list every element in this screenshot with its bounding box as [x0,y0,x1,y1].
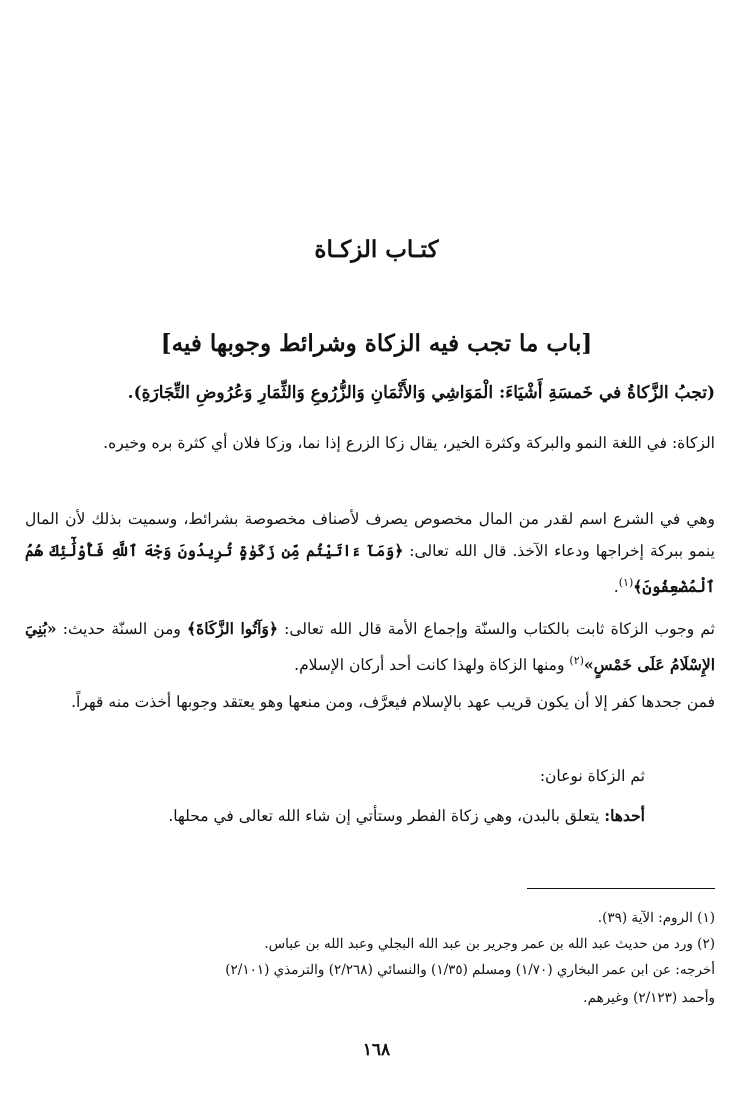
paragraph-text: ثم وجوب الزكاة ثابت بالكتاب والسنّة وإجماع الأمة قال الله تعالى: [284,620,715,638]
footnote-2-sources-cont: وأحمد (٢/١٢٣) وغيرهم. [583,990,715,1006]
paragraph-text: ومن السنّة حديث: [62,620,181,638]
paragraph-sharia-definition: وهي في الشرع اسم لقدر من المال مخصوص يصرف لأصناف مخصوصة بشرائط، وسميت بذلك لأن المال ينمو ببركة إخراجها ودعاء الآخذ. قال الله تعالى: ﴿وَمَآ ءَاتَيْتُم مِّن زَكَوٰةٍ تُرِيدُونَ وَجْهَ ٱللَّهِ فَأُوْلَٰٓئِكَ هُمُ ٱلْمُضْعِفُونَ﴾$^{(١)}$. [25,510,715,597]
footnote-2: (٢) ورد من حديث عبد الله بن عمر وجرير بن عبد الله البجلي وعبد الله بن عباس. [264,936,715,952]
paragraph-lead: أحدها: [604,806,645,825]
footnote-ref: (٢) [569,654,584,667]
quran-verse: ﴿وَآتُوا الزَّكَاةَ﴾ [187,619,278,638]
matn-text: (تجبُ الزَّكاةُ في خَمسَةِ أَشْيَاءَ: الْمَوَاشِي وَالأَثْمَانِ وَالزُّرُوعِ وَالثِّمَارِ وَعُرُوضِ التِّجَارَةِ). [127,383,715,403]
paragraph-types: ثم الزكاة نوعان: [539,767,645,785]
paragraph-text: يتعلق بالبدن، وهي زكاة الفطر وستأتي إن شاء الله تعالى في محلها. [168,807,600,825]
page-number: ١٦٨ [362,1040,391,1060]
footnote-ref: (١) [618,576,634,589]
footnote-2-sources: أخرجه: عن ابن عمر البخاري (١/٧٠) ومسلم (١/٣٥) والنسائي (٢/٢٦٨) والترمذي (٢/١٠١) [225,962,715,978]
hadith-quote: «بُنِيَ الإِسْلَامُ عَلَى خَمْسٍ» [25,619,715,675]
paragraph-text: ومنها الزكاة ولهذا كانت أحد أركان الإسلام. [294,656,565,675]
paragraph-obligation [25,613,715,681]
paragraph-text: وهي في الشرع اسم لقدر من المال مخصوص يصرف لأصناف مخصوصة بشرائط، وسميت بذلك لأن المال ينمو ببركة إخراجها ودعاء الآخذ. قال الله تعالى: [25,510,715,560]
section-title: [باب ما تجب فيه الزكاة وشرائط وجوبها فيه] [160,330,593,357]
quran-verse: ﴿وَمَآ ءَاتَيْتُم مِّن زَكَوٰةٍ تُرِيدُونَ وَجْهَ ٱللَّهِ فَأُوْلَٰٓئِكَ هُمُ ٱلْمُضْعِفُونَ﴾ [25,541,715,597]
paragraph-denial-ruling: فمن جحدها كفر إلا أن يكون قريب عهد بالإسلام فيعرَّف، ومن منعها وهو يعتقد وجوبها أخذت منه قهراً. [71,693,715,711]
footnote-1: (١) الروم: الآية (٣٩). [597,910,715,926]
paragraph-definition: الزكاة: في اللغة النمو والبركة وكثرة الخير، يقال زكا الزرع إذا نما، وزكا فلان أي كثرة بره وخيره. [103,434,715,452]
paragraph-first-type [25,800,645,832]
footnote-divider [527,888,715,889]
chapter-title: كتـاب الزكـاة [314,236,439,263]
